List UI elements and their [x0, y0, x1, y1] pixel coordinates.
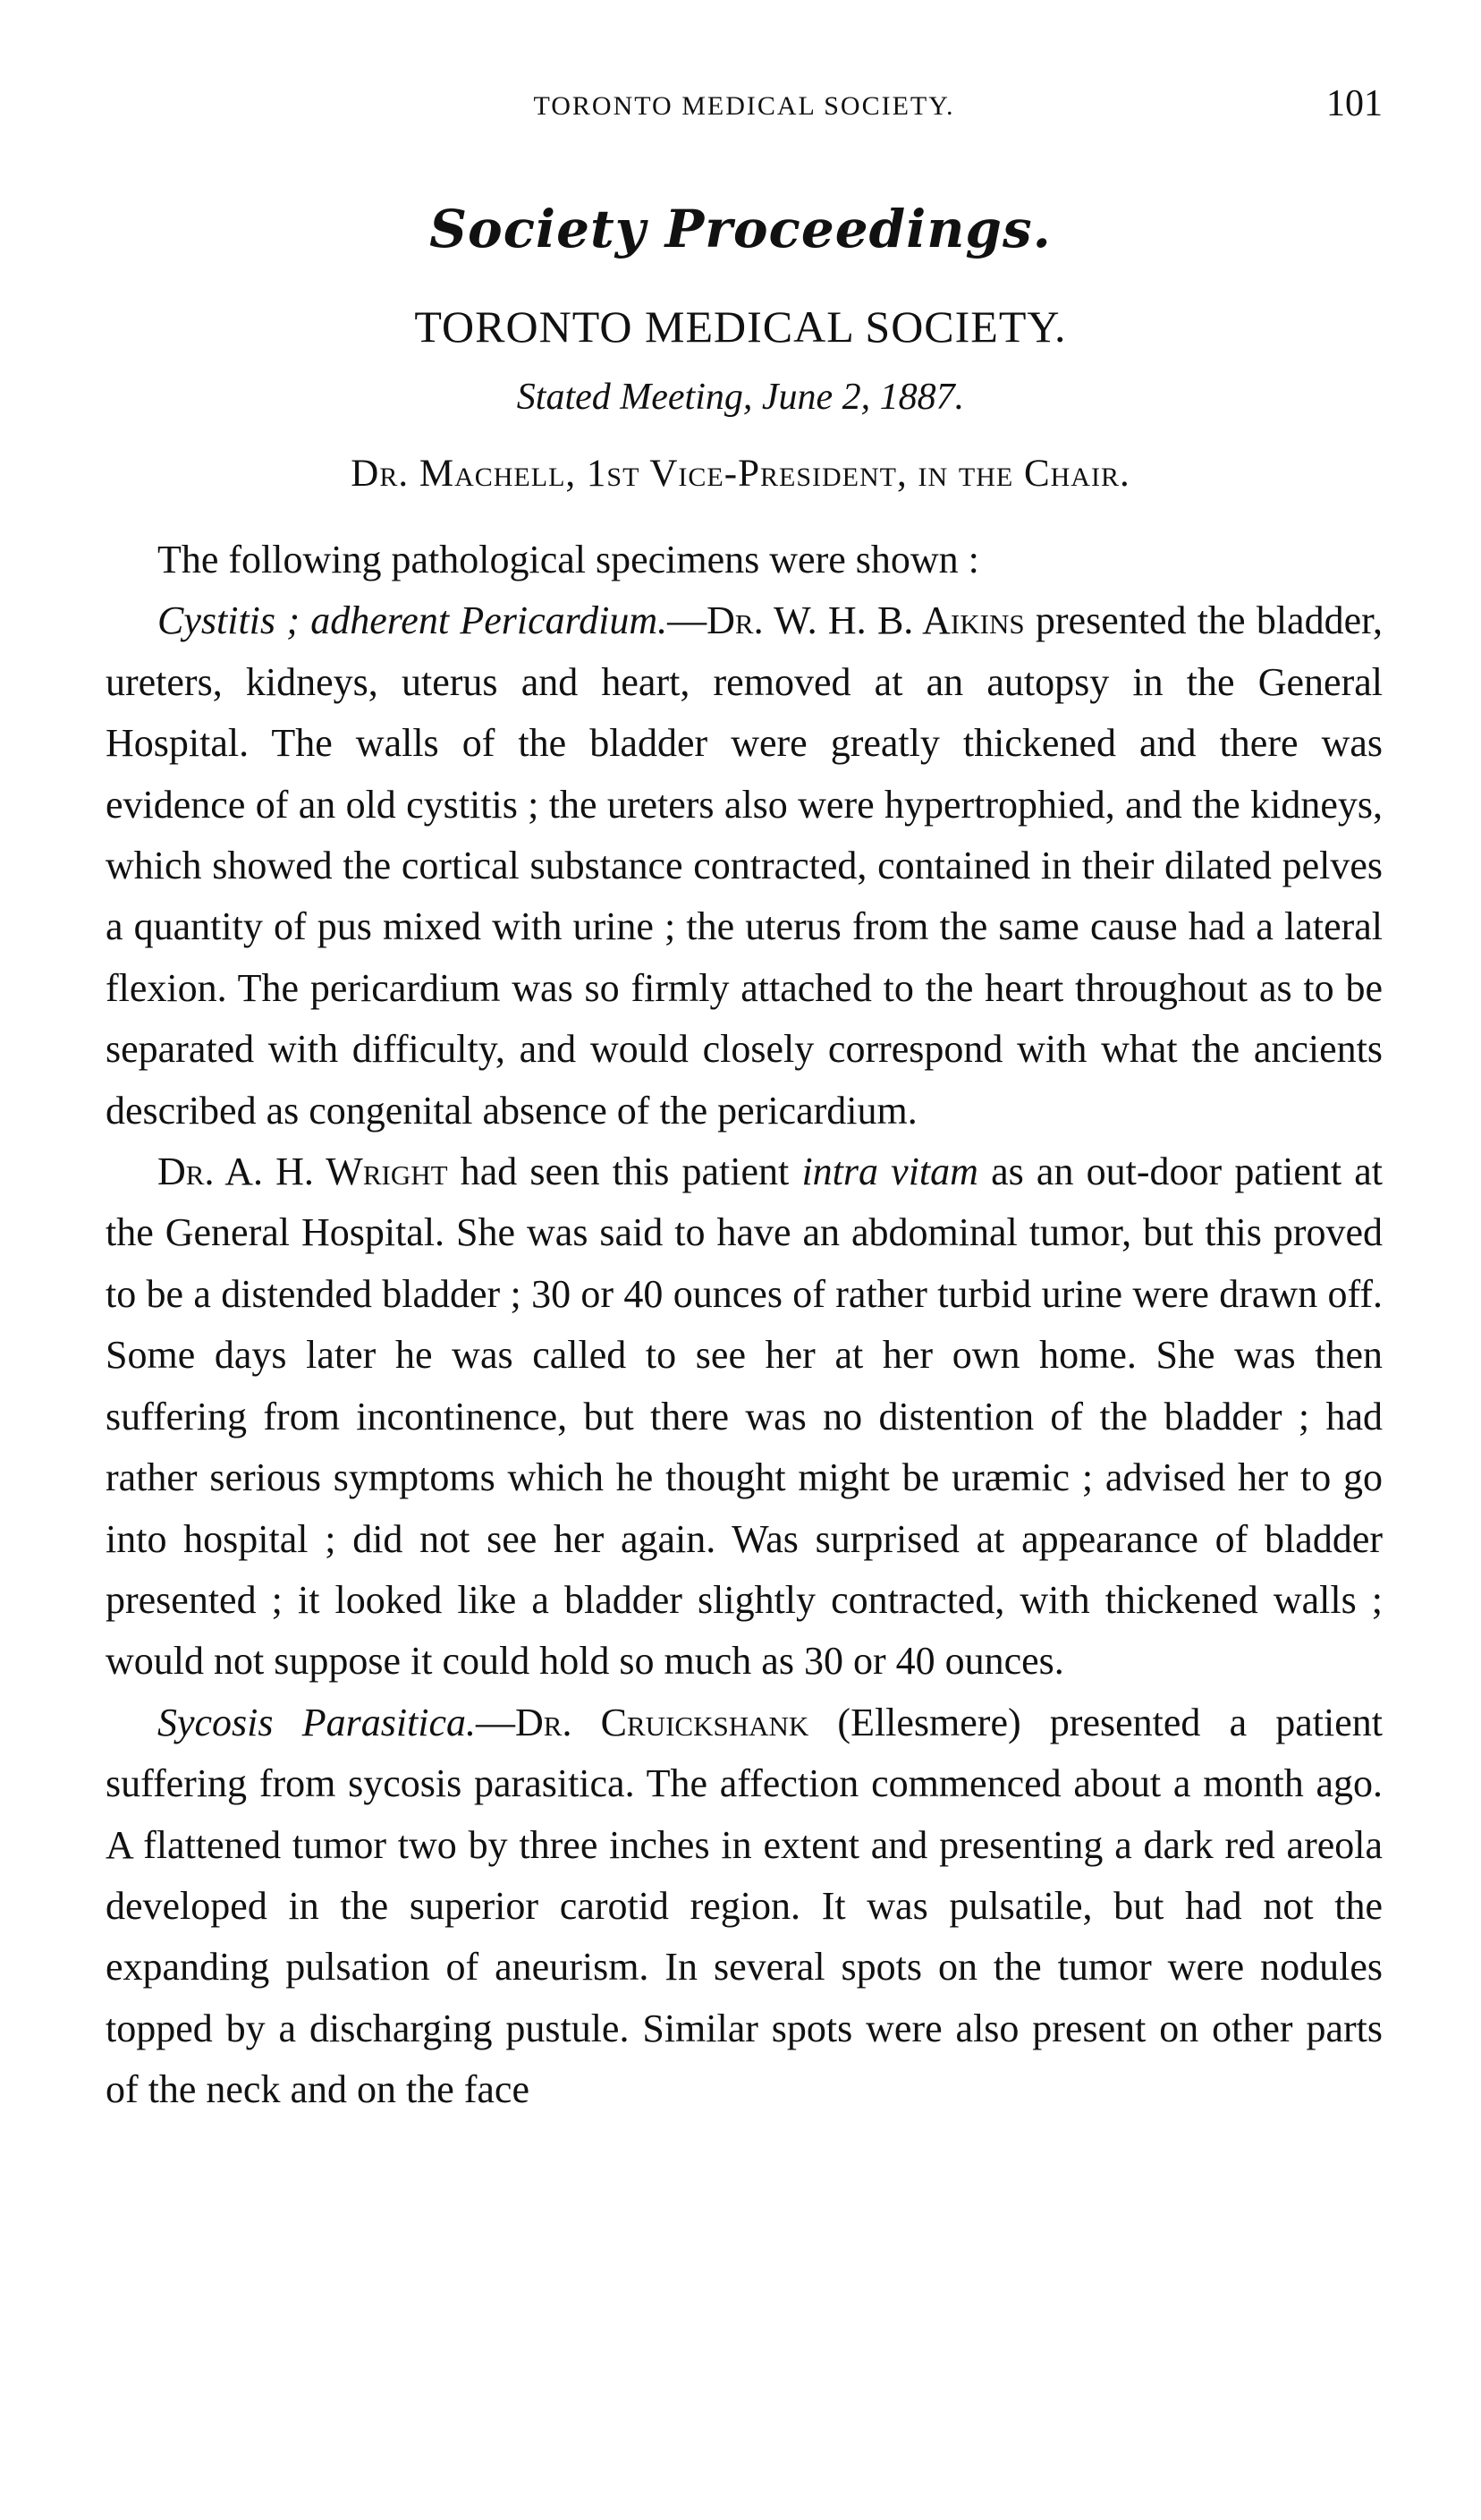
meeting-date — [0, 376, 1481, 419]
paragraph-text: (Ellesmere) presented a patient suffering from sycosis parasitica. The affection commenced about a month ago. A flattened tumor two by three inches in extent and presenting a dark red areola developed in the superior carotid region. It was pulsatile, but had not the expanding pulsation of aneurism. In several spots on the tumor were nodules topped by a discharging pustule. Similar spots were also present on other parts of the neck and on the face — [106, 1700, 1383, 2112]
article-body — [106, 530, 1383, 2121]
paragraph-sycosis — [106, 1693, 1383, 2121]
society-name: TORONTO MEDICAL SOCIETY. — [414, 301, 1067, 352]
section-heading: Society Proceedings. — [429, 199, 1052, 259]
case-heading-sycosis: Sycosis Parasitica. — [157, 1700, 477, 1744]
dash: — — [667, 598, 707, 643]
latin-phrase: intra vitam — [801, 1150, 978, 1194]
meeting-date-value: June 2, 1887. — [761, 377, 965, 418]
running-title: TORONTO MEDICAL SOCIETY. — [533, 91, 955, 121]
speaker-cruickshank: Dr. Cruickshank — [515, 1700, 809, 1744]
speaker-wright: Dr. A. H. Wright — [157, 1150, 448, 1194]
dash: — — [476, 1700, 516, 1744]
meeting-label: Stated Meeting, — [516, 377, 753, 418]
running-head — [106, 82, 1383, 136]
page-number: 101 — [1326, 83, 1383, 124]
paragraph-text: as an out-door patient at the General Hospital. She was said to have an abdominal tumor, but this proved to be a distended bladder ; 30 or 40 ounces of rather turbid urine were drawn off. Some days later he was called to see her at her own home. She was then suffering from incontinence, but there was no distention of the bladder ; had rather serious symptoms which he thought might be uræmic ; advised her to go into hospital ; did not see her again. Was surprised at appearance of bladder presented ; it looked like a bladder slightly contracted, with thickened walls ; would not suppose it could hold so much as 30 or 40 ounces. — [106, 1150, 1383, 1684]
intro-paragraph: The following pathological specimens were shown : — [157, 538, 979, 581]
paragraph-cystitis — [106, 590, 1383, 1141]
case-heading-cystitis: Cystitis ; adherent Pericardium. — [157, 598, 668, 643]
chair-line: Dr. Machell, 1st Vice-President, in the Chair. — [351, 453, 1130, 495]
paragraph-wright — [106, 1141, 1383, 1693]
speaker-aikins: Dr. W. H. B. Aikins — [707, 598, 1025, 643]
paragraph-text: had seen this patient — [447, 1150, 802, 1194]
paragraph-text: presented the bladder, ureters, kidneys, uterus and heart, removed at an autopsy in the General Hospital. The walls of the bladder were greatly thickened and there was evidence of an old cystitis ; the ureters also were hypertrophied, and the kidneys, which showed the cortical substance contracted, contained in their dilated pelves a quantity of pus mixed with urine ; the uterus from the same cause had a lateral flexion. The pericardium was so firmly attached to the heart throughout as to be separated with difficulty, and would closely correspond with what the ancients described as congenital absence of the pericardium. — [106, 598, 1383, 1133]
